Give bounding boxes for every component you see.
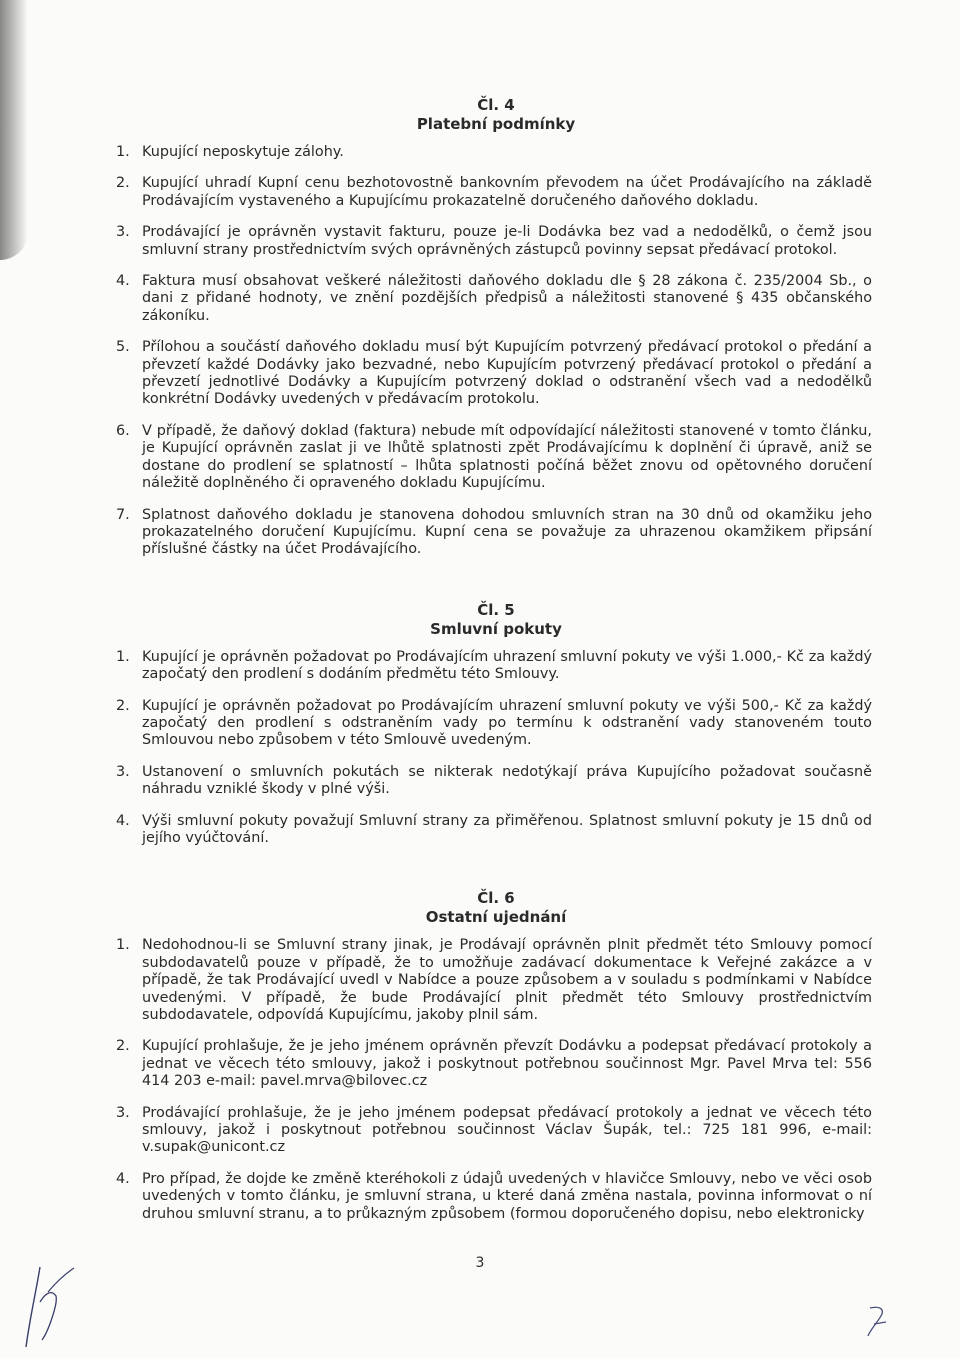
article-5: [116, 601, 872, 848]
item-number: 3.: [116, 763, 130, 780]
list-item: [116, 813, 872, 848]
item-number: 2.: [116, 1038, 130, 1055]
item-number: 2.: [116, 697, 130, 714]
article-4: [116, 96, 872, 559]
item-text: Ustanovení o smluvních pokutách se nikterak nedotýkají práva Kupujícího požadovat současně náhradu vzniklé škody v plné výši.: [142, 763, 872, 798]
item-text: Nedohodnou-li se Smluvní strany jinak, je Prodávají oprávněn plnit předmět této Smlouvy pomocí subdodavatelů pouze v případě, že to umožňuje zadávací dokumentace k Veřejné zakázce a v případě, že tak Prodávající uvedl v Nabídce a pouze způsobem a v souladu s podmínkami v Nabídce uvedenými. V případě, že bude Prodávající plnit předmět této Smlouvy prostřednictvím subdodavatele, odpovídá Kupujícímu, jakoby plnil sám.: [142, 937, 872, 1023]
item-number: 4.: [116, 812, 130, 829]
item-text: Kupující uhradí Kupní cenu bezhotovostně bankovním převodem na účet Prodávajícího na základě Prodávajícím vystaveného a Kupujícímu prokazatelně doručeného daňového dokladu.: [142, 175, 872, 209]
article-6: [116, 889, 872, 1223]
article-5-list: [116, 649, 872, 848]
list-item: [116, 1171, 872, 1223]
article-6-list: [116, 937, 872, 1223]
article-6-title: Ostatní ujednání: [425, 908, 567, 927]
list-item: [116, 764, 872, 799]
item-number: 4.: [116, 273, 130, 290]
list-item: [116, 698, 872, 750]
list-item: [116, 224, 872, 259]
article-5-title: Smluvní pokuty: [430, 619, 562, 638]
item-text: Výši smluvní pokuty považují Smluvní strany za přiměřenou. Splatnost smluvní pokuty je 15 dnů od jejího vyúčtování.: [142, 812, 872, 846]
article-4-list: [116, 144, 872, 559]
item-text: Kupující prohlašuje, že je jeho jménem oprávněn převzít Dodávku a podepsat předávací protokoly a jednat ve věcech této smlouvy, jakož i poskytnout potřebnou součinnost Mgr. Pavel Mrva tel: 556 414 203 e-mail: pavel.mrva@bilovec.cz: [142, 1038, 872, 1090]
list-item: [116, 649, 872, 684]
handwritten-initials-right: [860, 1300, 900, 1340]
list-item: [116, 144, 872, 161]
item-number: 1.: [116, 144, 130, 160]
article-6-heading: Čl. 6: [477, 889, 515, 908]
item-number: 6.: [116, 422, 130, 439]
list-item: [116, 1105, 872, 1157]
list-item: [116, 273, 872, 325]
handwritten-initials-left: [18, 1262, 78, 1352]
item-text: Přílohou a součástí daňového dokladu musí být Kupujícím potvrzený předávací protokol o předání a převzetí každé Dodávky jako bezvadné, nebo Kupujícím potvrzený předávací protokol o předání a převzetí jednotlivé Dodávky a Kupujícím potvrzený doklad o odstranění všech vad a nedodělků konkrétní Dodávky uvedených v předávacím protokolu.: [142, 339, 872, 408]
item-text: Prodávající je oprávněn vystavit fakturu, pouze je-li Dodávka bez vad a nedodělků, o čemž jsou smluvní strany prostřednictvím svých oprávněných zástupců povinny sepsat předávací protokol.: [142, 224, 872, 258]
item-text: V případě, že daňový doklad (faktura) nebude mít odpovídající náležitosti stanovené v tomto článku, je Kupující oprávněn zaslat ji ve lhůtě splatnosti zpět Prodávajícímu k doplnění či úpravě, aniž se dostane do prodlení se splatností – lhůta splatnosti počíná běžet znovu od opětovného doručení náležitě doplněného či opraveného dokladu Kupujícímu.: [142, 422, 872, 492]
item-number: 3.: [116, 1104, 130, 1121]
item-text: Prodávající prohlašuje, že je jeho jménem podepsat předávací protokoly a jednat ve věcech této smlouvy, jakož i poskytnout potřebnou součinnost Václav Šupák, tel.: 725 181 996, e-mail: v.supak@unicont.cz: [142, 1104, 872, 1156]
list-item: [116, 175, 872, 210]
item-number: 1.: [116, 648, 130, 665]
list-item: [116, 937, 872, 1024]
item-number: 5.: [116, 339, 130, 356]
article-4-title: Platební podmínky: [416, 115, 576, 133]
page-number: 3: [475, 1255, 485, 1271]
list-item: [116, 339, 872, 409]
item-text: Pro případ, že dojde ke změně kteréhokoli z údajů uvedených v hlavičce Smlouvy, nebo ve věci osob uvedených v tomto článku, je smluvní strana, u které daná změna nastala, povinna informovat o ní druhou smluvní stranu, a to průkazným způsobem (formou doporučeného dopisu, nebo elektronicky: [142, 1170, 872, 1222]
list-item: [116, 423, 872, 493]
item-text: Faktura musí obsahovat veškeré náležitosti daňového dokladu dle § 28 zákona č. 235/2004 Sb., o dani z přidané hodnoty, ve znění pozdějších předpisů a náležitosti stanovené § 435 občanského zákoníku.: [142, 273, 872, 324]
item-number: 2.: [116, 175, 130, 192]
item-number: 7.: [116, 506, 130, 523]
item-number: 1.: [116, 937, 130, 954]
document-body: [116, 96, 872, 1237]
item-text: Kupující je oprávněn požadovat po Prodávajícím uhrazení smluvní pokuty ve výši 1.000,- Kč za každý započatý den prodlení s dodáním předmětu této Smlouvy.: [142, 648, 872, 683]
item-number: 3.: [116, 224, 130, 241]
article-4-heading: Čl. 4: [477, 96, 515, 114]
item-number: 4.: [116, 1170, 130, 1187]
article-5-heading: Čl. 5: [477, 600, 515, 619]
item-text: Splatnost daňového dokladu je stanovena dohodou smluvních stran na 30 dnů od okamžiku jeho prokazatelného doručení Kupujícímu. Kupní cena se považuje za uhrazenou okamžikem připsání příslušné částky na účet Prodávajícího.: [142, 506, 872, 558]
list-item: [116, 1038, 872, 1090]
scan-edge-shadow: [0, 0, 28, 260]
list-item: [116, 507, 872, 559]
item-text: Kupující je oprávněn požadovat po Prodávajícím uhrazení smluvní pokuty ve výši 500,- Kč za každý započatý den prodlení s odstraněním vady po termínu k odstranění vady stanoveném touto Smlouvou nebo způsobem v této Smlouvě uvedeným.: [142, 697, 872, 749]
item-text: Kupující neposkytuje zálohy.: [142, 144, 344, 160]
